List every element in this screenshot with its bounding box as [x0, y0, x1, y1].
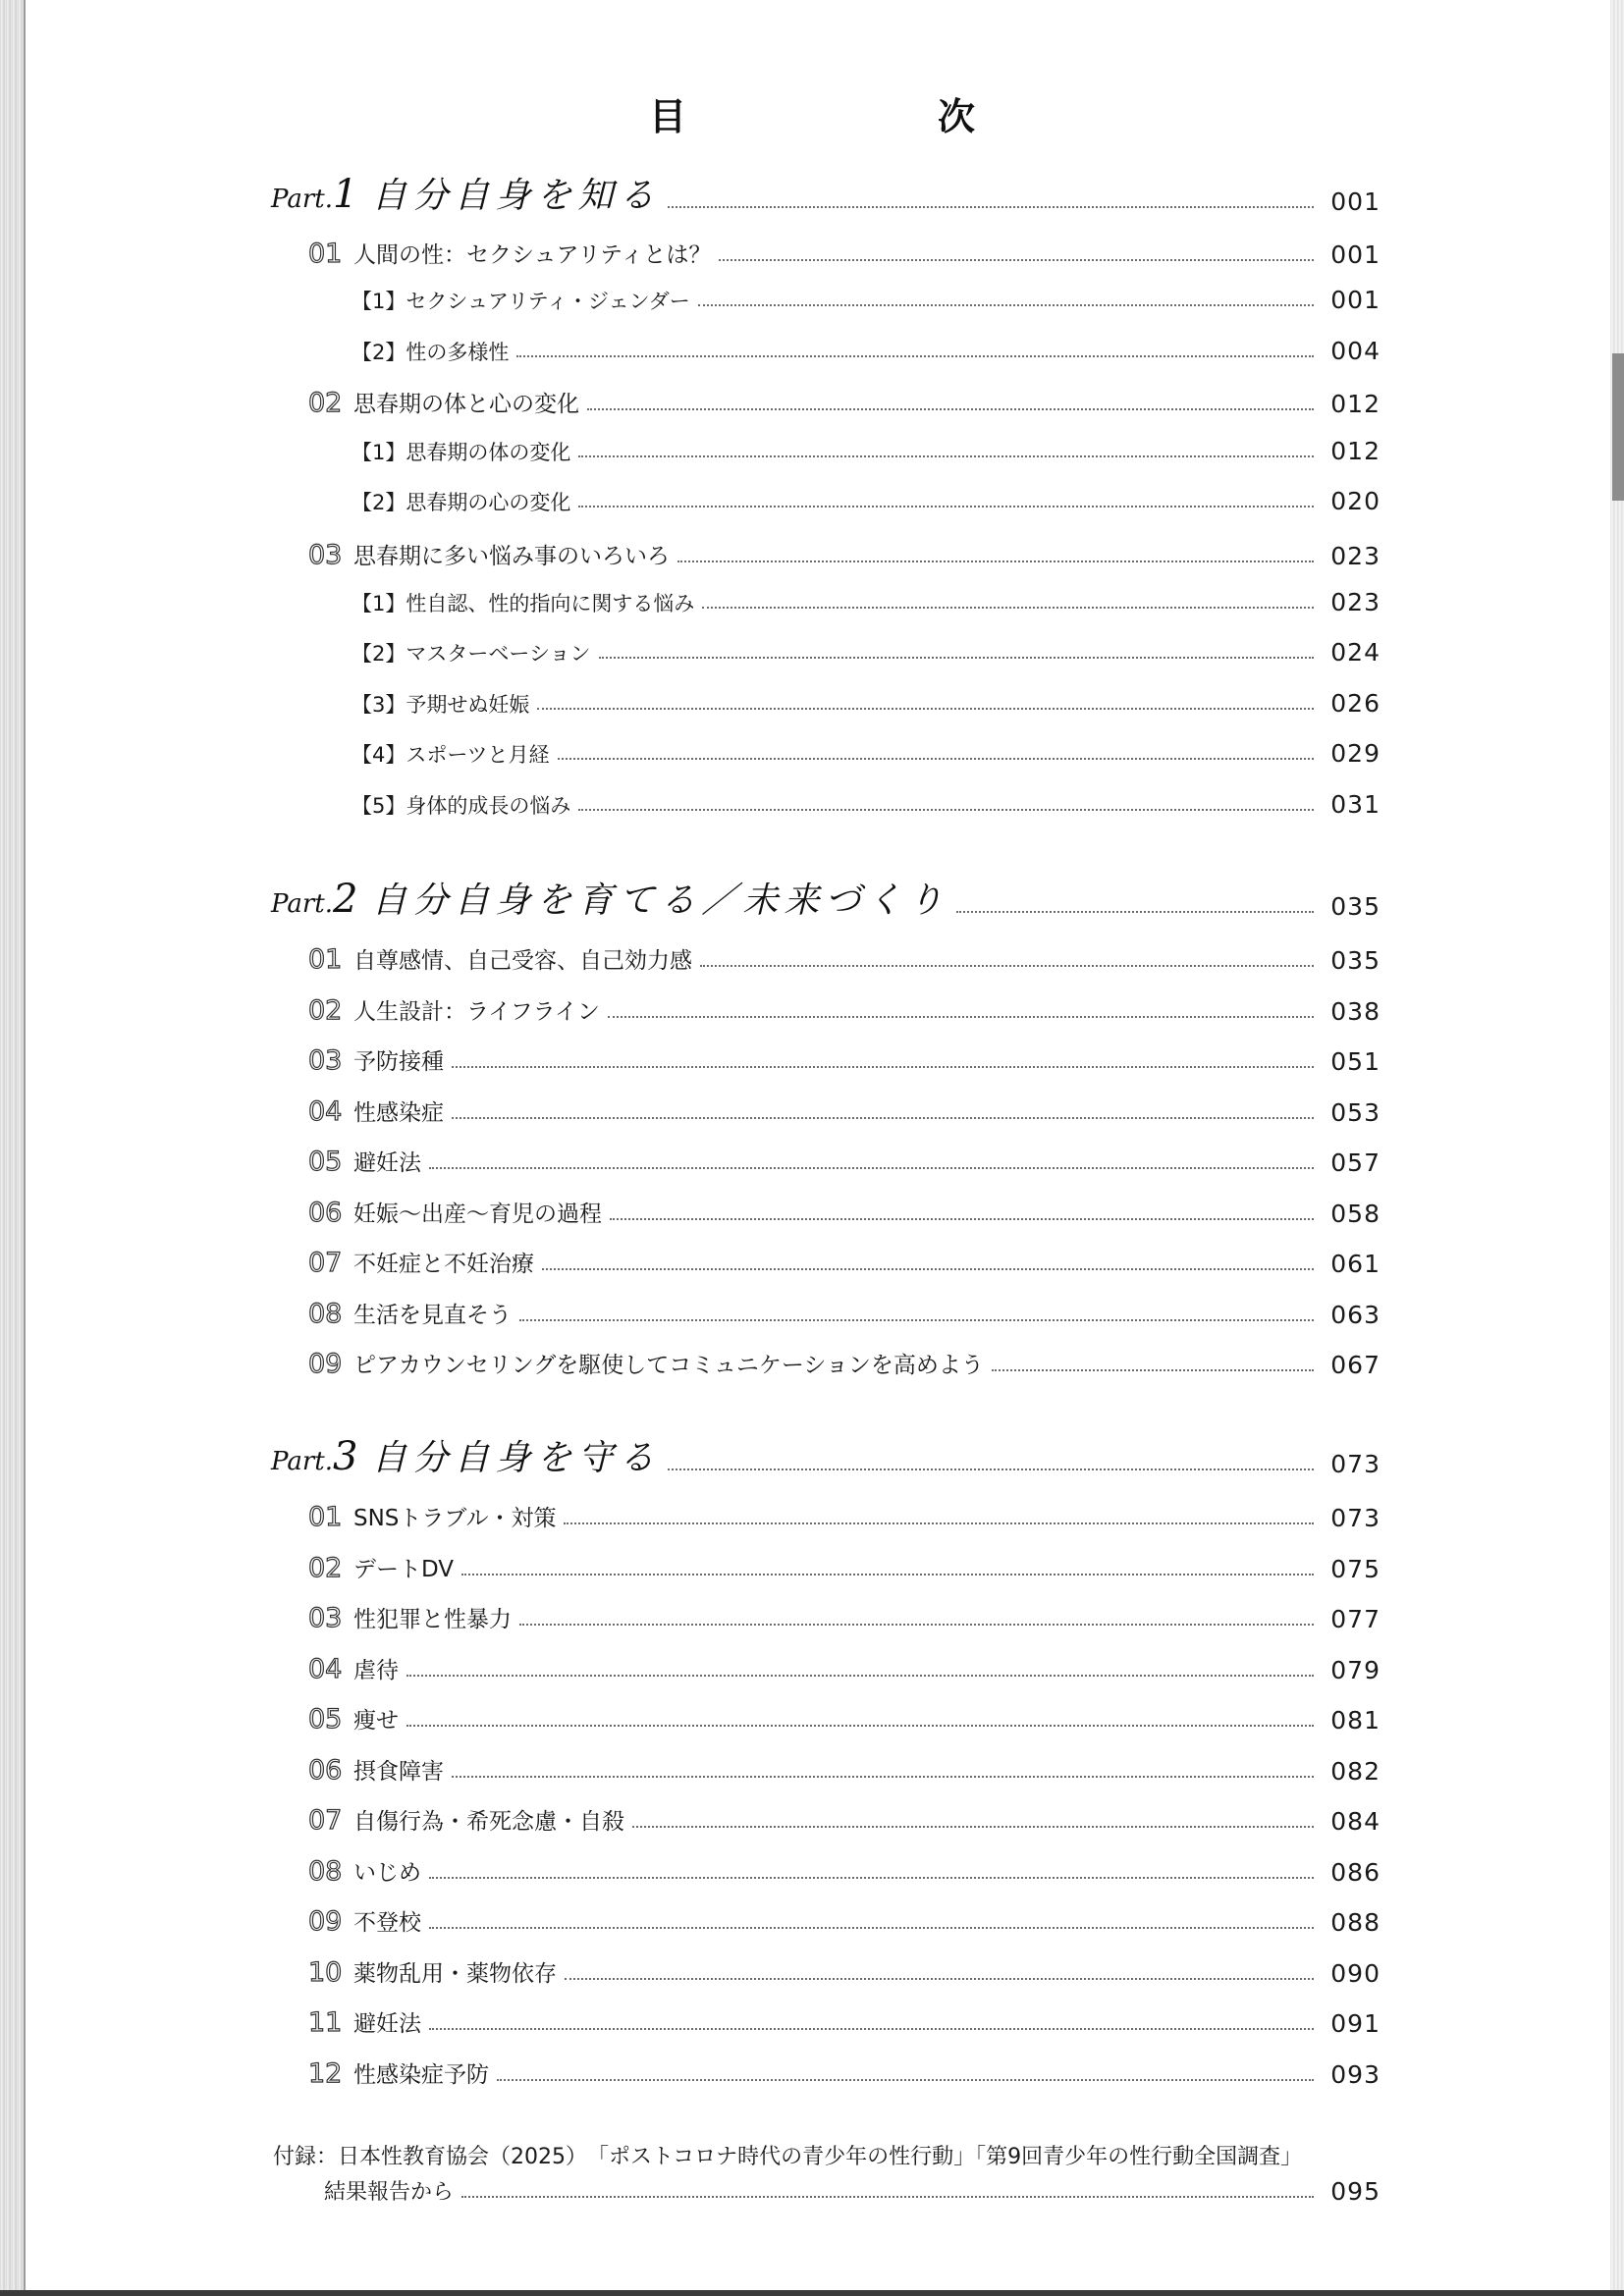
- page-number: 073: [1330, 1450, 1380, 1478]
- page-number: 051: [1330, 1047, 1380, 1076]
- page-number: 020: [1330, 487, 1380, 515]
- leader-dots: [461, 2196, 1314, 2198]
- section-number: 05: [308, 1147, 343, 1177]
- section-title: 痩せ: [353, 1708, 399, 1734]
- leader-dots: [698, 304, 1314, 306]
- toc-section[interactable]: [0, 1086, 1624, 1125]
- section-title: 人生設計：ライフライン: [353, 999, 600, 1025]
- toc-section[interactable]: [0, 1693, 1624, 1733]
- subsection-title: 【2】思春期の心の変化: [352, 491, 571, 514]
- part-title: 自分自身を守る: [371, 1438, 661, 1478]
- toc-subsection[interactable]: [0, 575, 1624, 614]
- leader-dots: [700, 965, 1314, 967]
- leader-dots: [519, 1624, 1314, 1626]
- subsection-title: 【4】スポーツと月経: [352, 743, 550, 767]
- subsection-title: 【2】性の多様性: [352, 341, 510, 364]
- page-number: 058: [1330, 1200, 1380, 1228]
- page-number: 001: [1330, 187, 1380, 216]
- section-number: 03: [308, 540, 343, 570]
- leader-dots: [719, 259, 1314, 261]
- leader-dots: [429, 1167, 1314, 1169]
- part-label: Part.: [271, 185, 333, 214]
- toc-appendix[interactable]: [0, 2164, 1624, 2204]
- part-number: 1: [332, 172, 358, 217]
- toc-section[interactable]: [0, 1542, 1624, 1581]
- leader-dots: [542, 1268, 1314, 1270]
- page-number: 061: [1330, 1250, 1380, 1278]
- toc-section[interactable]: [0, 1491, 1624, 1530]
- part-label: Part.: [271, 889, 333, 919]
- toc-section[interactable]: [0, 529, 1624, 568]
- section-title: 性犯罪と性暴力: [353, 1607, 512, 1632]
- page-number: 035: [1330, 892, 1380, 921]
- leader-dots: [558, 758, 1314, 760]
- part-heading: [271, 1434, 661, 1479]
- toc-subsection[interactable]: [0, 424, 1624, 463]
- toc-section[interactable]: [0, 2048, 1624, 2087]
- leader-dots: [578, 506, 1314, 507]
- section-title: 思春期に多い悩み事のいろいろ: [353, 544, 670, 569]
- section-number: 07: [308, 1805, 343, 1836]
- leader-dots: [537, 708, 1314, 710]
- section-title: ピアカウンセリングを駆使してコミュニケーションを高めよう: [353, 1353, 984, 1378]
- section-number: 01: [308, 944, 343, 975]
- toc-section[interactable]: [0, 1237, 1624, 1276]
- section-number: 08: [308, 1856, 343, 1887]
- leader-dots: [599, 657, 1314, 659]
- part-number: 3: [332, 1434, 358, 1479]
- page-number: 084: [1330, 1807, 1380, 1836]
- page-number: 095: [1330, 2177, 1380, 2206]
- leader-dots: [452, 1117, 1314, 1119]
- toc-part-1[interactable]: [0, 172, 1624, 217]
- page-number: 024: [1330, 638, 1380, 667]
- toc-section[interactable]: [0, 934, 1624, 973]
- page-number: 023: [1330, 542, 1380, 570]
- leader-dots: [452, 1066, 1314, 1068]
- section-title: 妊娠～出産～育児の過程: [353, 1201, 602, 1227]
- page-number: 081: [1330, 1706, 1380, 1735]
- toc-section[interactable]: [0, 1643, 1624, 1682]
- section-number: 09: [308, 1906, 343, 1937]
- appendix-subtitle: 結果報告から: [324, 2180, 455, 2205]
- toc-section[interactable]: [0, 1845, 1624, 1885]
- section-number: 11: [308, 2007, 343, 2038]
- section-title: 性感染症: [353, 1100, 444, 1126]
- section-number: 10: [308, 1957, 343, 1988]
- appendix-title: 付録：日本性教育協会（2025） 「ポストコロナ時代の青少年の性行動」「第9回青少年の性行動全国調査」: [273, 2145, 1303, 2169]
- toc-section[interactable]: [0, 1997, 1624, 2036]
- leader-dots: [992, 1369, 1314, 1371]
- page-number: 075: [1330, 1555, 1380, 1583]
- page-number: 090: [1330, 1959, 1380, 1988]
- page-number: 001: [1330, 286, 1380, 314]
- leader-dots: [429, 2028, 1314, 2030]
- page-number: 093: [1330, 2060, 1380, 2089]
- leader-dots: [429, 1877, 1314, 1879]
- page-number: 073: [1330, 1504, 1380, 1532]
- toc-subsection[interactable]: [0, 676, 1624, 716]
- page-number: 035: [1330, 946, 1380, 975]
- leader-dots: [610, 1218, 1314, 1220]
- page-number: 012: [1330, 390, 1380, 418]
- toc-section[interactable]: [0, 1592, 1624, 1631]
- toc-subsection[interactable]: [0, 625, 1624, 665]
- leader-dots: [516, 355, 1314, 357]
- section-number: 03: [308, 1603, 343, 1633]
- section-number: 06: [308, 1755, 343, 1786]
- page-number: 001: [1330, 240, 1380, 269]
- leader-dots: [668, 206, 1314, 208]
- section-title: 避妊法: [353, 2011, 421, 2037]
- leader-dots: [406, 1675, 1314, 1677]
- page-number: 091: [1330, 2009, 1380, 2038]
- page-number: 004: [1330, 337, 1380, 365]
- section-number: 05: [308, 1704, 343, 1735]
- toc-subsection[interactable]: [0, 324, 1624, 363]
- section-number: 08: [308, 1299, 343, 1329]
- section-number: 03: [308, 1045, 343, 1076]
- toc-section[interactable]: [0, 1794, 1624, 1834]
- toc-section[interactable]: [0, 985, 1624, 1024]
- toc-section[interactable]: [0, 377, 1624, 416]
- part-heading: [271, 172, 661, 217]
- subsection-title: 【1】思春期の体の変化: [352, 441, 571, 464]
- toc-subsection[interactable]: [0, 273, 1624, 312]
- subsection-title: 【1】セクシュアリティ・ジェンダー: [352, 290, 690, 313]
- leader-dots: [564, 1522, 1314, 1524]
- toc-section[interactable]: [0, 228, 1624, 267]
- section-title: 生活を見直そう: [353, 1303, 512, 1328]
- leader-dots: [565, 1978, 1314, 1980]
- page-number: 023: [1330, 588, 1380, 616]
- page-number: 012: [1330, 437, 1380, 465]
- leader-dots: [519, 1319, 1314, 1321]
- toc-part-3[interactable]: [0, 1434, 1624, 1479]
- subsection-title: 【2】マスターベーション: [352, 642, 591, 666]
- page-number: 026: [1330, 689, 1380, 718]
- page-number: 067: [1330, 1351, 1380, 1379]
- toc-section[interactable]: [0, 1288, 1624, 1327]
- leader-dots: [578, 455, 1314, 457]
- section-number: 06: [308, 1198, 343, 1228]
- section-title: 摂食障害: [353, 1759, 444, 1785]
- leader-dots: [429, 1927, 1314, 1929]
- section-title: SNSトラブル・対策: [353, 1506, 557, 1531]
- section-number: 09: [308, 1349, 343, 1379]
- toc-section[interactable]: [0, 1896, 1624, 1935]
- section-number: 02: [308, 388, 343, 418]
- page-number: 053: [1330, 1098, 1380, 1127]
- section-title: 虐待: [353, 1658, 399, 1683]
- leader-dots: [406, 1725, 1314, 1727]
- section-number: 01: [308, 1502, 343, 1532]
- section-number: 04: [308, 1654, 343, 1684]
- toc-section[interactable]: [0, 1187, 1624, 1226]
- page-number: 088: [1330, 1908, 1380, 1937]
- leader-dots: [578, 809, 1314, 811]
- subsection-title: 【3】予期せぬ妊娠: [352, 693, 530, 717]
- section-title: 薬物乱用・薬物依存: [353, 1961, 557, 1987]
- page-number: 082: [1330, 1757, 1380, 1786]
- section-number: 12: [308, 2058, 343, 2089]
- leader-dots: [702, 607, 1314, 609]
- leader-dots: [668, 1468, 1314, 1470]
- leader-dots: [587, 408, 1314, 410]
- page-title: 目 次: [648, 95, 1034, 138]
- section-number: 07: [308, 1248, 343, 1278]
- page-number: 079: [1330, 1656, 1380, 1684]
- leader-dots: [461, 1574, 1314, 1575]
- subsection-title: 【5】身体的成長の悩み: [352, 794, 571, 818]
- section-title: 思春期の体と心の変化: [353, 392, 579, 417]
- section-number: 02: [308, 995, 343, 1026]
- page-number: 029: [1330, 739, 1380, 768]
- page-number: 063: [1330, 1301, 1380, 1329]
- section-title: デートDV: [353, 1557, 455, 1582]
- leader-dots: [956, 911, 1314, 913]
- leader-dots: [608, 1016, 1314, 1018]
- page-number: 077: [1330, 1605, 1380, 1633]
- toc-subsection[interactable]: [0, 777, 1624, 817]
- leader-dots: [497, 2079, 1314, 2081]
- leader-dots: [452, 1776, 1314, 1778]
- toc-part-2[interactable]: [0, 877, 1624, 922]
- section-title: 自傷行為・希死念慮・自殺: [353, 1809, 624, 1835]
- toc-subsection[interactable]: [0, 474, 1624, 513]
- part-heading: [271, 877, 949, 922]
- section-title: 不妊症と不妊治療: [353, 1252, 534, 1277]
- page-number: 086: [1330, 1858, 1380, 1887]
- page-number: 057: [1330, 1148, 1380, 1177]
- section-title: 人間の性：セクシュアリティとは？: [353, 242, 712, 268]
- section-title: 自尊感情、自己受容、自己効力感: [353, 948, 692, 974]
- section-title: 予防接種: [353, 1049, 444, 1075]
- subsection-title: 【1】性自認、性的指向に関する悩み: [352, 592, 695, 615]
- toc-section[interactable]: [0, 1744, 1624, 1784]
- section-number: 04: [308, 1096, 343, 1127]
- part-title: 自分自身を育てる／未来づくり: [371, 881, 949, 921]
- toc-section[interactable]: [0, 1136, 1624, 1175]
- section-number: 02: [308, 1553, 343, 1583]
- page-number: 031: [1330, 790, 1380, 819]
- toc-section[interactable]: [0, 1338, 1624, 1377]
- section-title: 性感染症予防: [353, 2062, 489, 2088]
- leader-dots: [677, 561, 1314, 562]
- section-number: 01: [308, 239, 343, 269]
- section-title: 避妊法: [353, 1150, 421, 1176]
- toc-section[interactable]: [0, 1947, 1624, 1986]
- page-number: 038: [1330, 997, 1380, 1026]
- scan-bottom-edge: [0, 2290, 1624, 2296]
- leader-dots: [632, 1826, 1314, 1828]
- toc-subsection[interactable]: [0, 726, 1624, 766]
- part-number: 2: [332, 877, 358, 922]
- toc-section[interactable]: [0, 1035, 1624, 1074]
- section-title: いじめ: [353, 1860, 421, 1886]
- section-title: 不登校: [353, 1910, 421, 1936]
- part-title: 自分自身を知る: [371, 176, 661, 216]
- part-label: Part.: [271, 1447, 333, 1476]
